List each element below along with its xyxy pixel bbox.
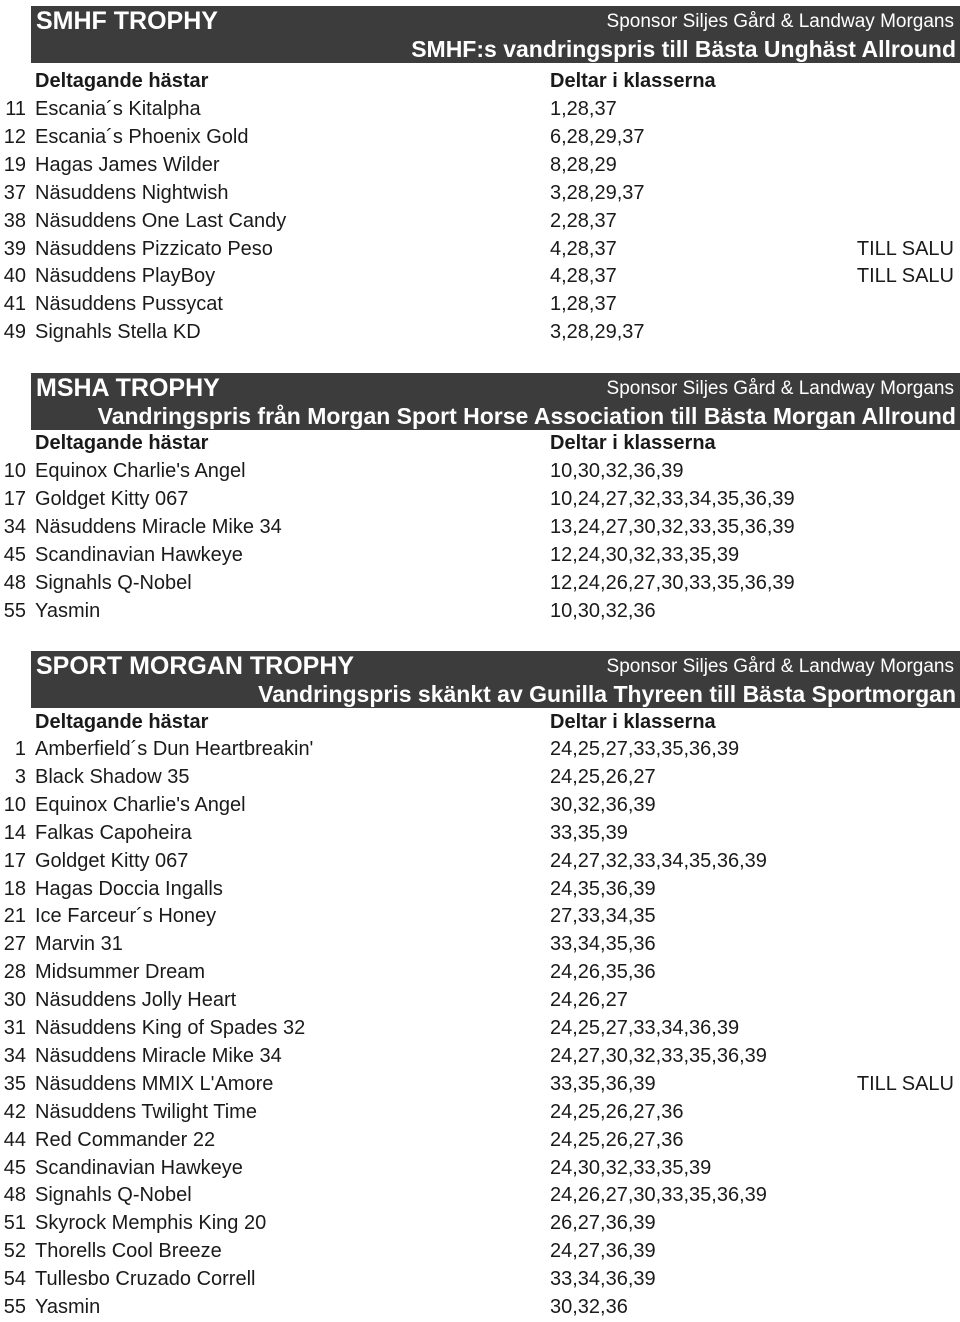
horse-classes: 30,32,36 bbox=[550, 1296, 628, 1318]
horse-classes: 33,35,36,39 bbox=[550, 1072, 656, 1095]
horse-classes: 24,25,26,27,36 bbox=[550, 1128, 684, 1151]
horse-name: Signahls Stella KD bbox=[35, 321, 201, 344]
table-row bbox=[0, 541, 960, 569]
horse-classes: 24,26,35,36 bbox=[550, 961, 656, 984]
horse-number: 3 bbox=[14, 765, 26, 788]
section-header bbox=[31, 651, 960, 708]
horse-name: Näsuddens Nightwish bbox=[35, 181, 229, 204]
table-row bbox=[0, 847, 960, 875]
section-sponsor: Sponsor Siljes Gård & Landway Morgans bbox=[606, 11, 954, 32]
horse-classes: 26,27,36,39 bbox=[550, 1212, 656, 1235]
horse-classes: 3,28,29,37 bbox=[550, 181, 645, 204]
horse-name: Midsummer Dream bbox=[35, 961, 206, 984]
horse-number: 10 bbox=[3, 460, 26, 482]
section-title: MSHA TROPHY bbox=[36, 374, 220, 402]
table-row bbox=[0, 569, 960, 597]
table-row bbox=[0, 735, 960, 763]
horse-name: Yasmin bbox=[35, 599, 101, 622]
horse-name: Hagas James Wilder bbox=[35, 153, 220, 176]
table-row bbox=[0, 1209, 960, 1237]
table-row bbox=[0, 902, 960, 930]
horse-number: 12 bbox=[3, 125, 26, 148]
horse-number: 37 bbox=[3, 181, 26, 204]
section-title: SMHF TROPHY bbox=[36, 7, 218, 35]
horse-number: 21 bbox=[3, 905, 26, 928]
horse-number: 45 bbox=[3, 543, 26, 566]
horse-classes: 24,27,32,33,34,35,36,39 bbox=[550, 849, 767, 872]
horse-name: Näsuddens Twilight Time bbox=[35, 1100, 257, 1123]
section-subtitle: SMHF:s vandringspris till Bästa Unghäst Allround bbox=[411, 36, 956, 62]
horse-number: 49 bbox=[3, 321, 26, 344]
table-row bbox=[0, 819, 960, 847]
horse-name: Escania´s Phoenix Gold bbox=[35, 125, 249, 148]
horse-name: Signahls Q-Nobel bbox=[35, 1184, 192, 1207]
table-row bbox=[0, 1042, 960, 1070]
horse-number: 11 bbox=[5, 98, 26, 120]
horse-classes: 4,28,37 bbox=[550, 265, 617, 288]
horse-name: Scandinavian Hawkeye bbox=[35, 1156, 243, 1179]
horse-classes: 24,25,26,27 bbox=[550, 765, 656, 788]
horse-name: Thorells Cool Breeze bbox=[35, 1240, 222, 1263]
for-sale-label: TILL SALU bbox=[856, 265, 954, 288]
horse-number: 28 bbox=[3, 961, 26, 984]
horse-classes: 24,26,27 bbox=[550, 989, 628, 1012]
column-headers bbox=[0, 67, 960, 95]
table-row bbox=[0, 290, 960, 318]
table-row bbox=[0, 791, 960, 819]
horse-name: Näsuddens Jolly Heart bbox=[35, 989, 237, 1012]
horse-classes: 12,24,26,27,30,33,35,36,39 bbox=[550, 571, 795, 594]
horse-number: 38 bbox=[3, 209, 26, 232]
horse-name: Ice Farceur´s Honey bbox=[35, 905, 217, 928]
horse-number: 48 bbox=[3, 571, 26, 594]
horse-classes: 10,24,27,32,33,34,35,36,39 bbox=[550, 487, 795, 510]
horse-number: 30 bbox=[3, 989, 26, 1012]
horse-name: Signahls Q-Nobel bbox=[35, 571, 192, 594]
horse-name: Equinox Charlie's Angel bbox=[35, 460, 246, 482]
horse-number: 42 bbox=[3, 1100, 26, 1123]
section-subtitle: Vandringspris skänkt av Gunilla Thyreen till Bästa Sportmorgan bbox=[258, 681, 956, 707]
horse-name: Goldget Kitty 067 bbox=[35, 849, 189, 872]
horse-classes: 1,28,37 bbox=[550, 293, 617, 316]
table-row bbox=[0, 1126, 960, 1154]
table-row bbox=[0, 151, 960, 179]
section-subtitle: Vandringspris från Morgan Sport Horse Association till Bästa Morgan Allround bbox=[97, 403, 956, 429]
table-row bbox=[0, 457, 960, 485]
horse-name: Näsuddens Miracle Mike 34 bbox=[35, 515, 282, 538]
horse-number: 51 bbox=[3, 1212, 26, 1235]
horse-classes: 33,34,35,36 bbox=[550, 933, 656, 956]
column-header-classes: Deltar i klasserna bbox=[550, 70, 716, 92]
table-row bbox=[0, 123, 960, 151]
horse-number: 45 bbox=[3, 1156, 26, 1179]
horse-name: Falkas Capoheira bbox=[35, 821, 192, 844]
horse-classes: 24,26,27,30,33,35,36,39 bbox=[550, 1184, 767, 1207]
horse-classes: 24,25,27,33,34,36,39 bbox=[550, 1017, 740, 1039]
horse-name: Näsuddens Miracle Mike 34 bbox=[35, 1044, 282, 1067]
horse-classes: 10,30,32,36 bbox=[550, 599, 656, 622]
column-headers bbox=[0, 708, 960, 736]
table-row bbox=[0, 1154, 960, 1182]
table-row bbox=[0, 485, 960, 513]
table-row bbox=[0, 986, 960, 1014]
horse-classes: 24,25,26,27,36 bbox=[550, 1100, 684, 1123]
section-header bbox=[31, 6, 960, 63]
horse-classes: 3,28,29,37 bbox=[550, 321, 645, 344]
horse-number: 40 bbox=[3, 265, 26, 288]
horse-number: 52 bbox=[3, 1240, 26, 1263]
table-row bbox=[0, 1265, 960, 1293]
horse-number: 34 bbox=[3, 515, 26, 538]
table-row bbox=[0, 262, 960, 290]
horse-name: Näsuddens King of Spades 32 bbox=[35, 1017, 306, 1039]
horse-classes: 24,35,36,39 bbox=[550, 877, 656, 900]
horse-number: 17 bbox=[3, 849, 26, 872]
horse-classes: 4,28,37 bbox=[550, 237, 617, 260]
horse-name: Escania´s Kitalpha bbox=[35, 98, 201, 120]
horse-classes: 24,27,36,39 bbox=[550, 1240, 656, 1263]
table-row bbox=[0, 179, 960, 207]
horse-classes: 1,28,37 bbox=[550, 98, 617, 120]
horse-classes: 6,28,29,37 bbox=[550, 125, 645, 148]
horse-name: Näsuddens Pussycat bbox=[35, 293, 223, 316]
horse-name: Yasmin bbox=[35, 1296, 101, 1318]
horse-classes: 13,24,27,30,32,33,35,36,39 bbox=[550, 515, 795, 538]
horse-number: 35 bbox=[3, 1072, 26, 1095]
horse-number: 19 bbox=[3, 153, 26, 176]
horse-classes: 8,28,29 bbox=[550, 153, 617, 176]
horse-number: 18 bbox=[3, 877, 26, 900]
horse-name: Amberfield´s Dun Heartbreakin' bbox=[35, 738, 314, 760]
horse-number: 1 bbox=[14, 738, 26, 760]
section-header bbox=[31, 373, 960, 430]
horse-number: 39 bbox=[3, 237, 26, 260]
table-row bbox=[0, 1014, 960, 1042]
horse-classes: 10,30,32,36,39 bbox=[550, 460, 684, 482]
table-row bbox=[0, 1070, 960, 1098]
horse-classes: 27,33,34,35 bbox=[550, 905, 656, 928]
table-row bbox=[0, 875, 960, 903]
table-row bbox=[0, 763, 960, 791]
for-sale-label: TILL SALU bbox=[856, 237, 954, 260]
table-row bbox=[0, 513, 960, 541]
table-row bbox=[0, 1181, 960, 1209]
horse-number: 31 bbox=[3, 1017, 26, 1039]
table-row bbox=[0, 1237, 960, 1265]
column-headers bbox=[0, 429, 960, 457]
horse-name: Black Shadow 35 bbox=[35, 765, 190, 788]
horse-name: Tullesbo Cruzado Correll bbox=[35, 1268, 256, 1291]
horse-name: Equinox Charlie's Angel bbox=[35, 793, 246, 816]
table-row bbox=[0, 95, 960, 123]
horse-classes: 12,24,30,32,33,35,39 bbox=[550, 543, 740, 566]
horse-number: 54 bbox=[3, 1268, 26, 1291]
horse-number: 48 bbox=[3, 1184, 26, 1207]
horse-name: Skyrock Memphis King 20 bbox=[35, 1212, 267, 1235]
table-row bbox=[0, 597, 960, 625]
horse-number: 41 bbox=[3, 293, 26, 316]
horse-name: Hagas Doccia Ingalls bbox=[35, 877, 223, 900]
table-row bbox=[0, 207, 960, 235]
table-row bbox=[0, 930, 960, 958]
horse-number: 34 bbox=[3, 1044, 26, 1067]
horse-name: Näsuddens One Last Candy bbox=[35, 209, 287, 232]
horse-classes: 24,25,27,33,35,36,39 bbox=[550, 738, 740, 760]
horse-number: 27 bbox=[3, 933, 26, 956]
horse-name: Näsuddens Pizzicato Peso bbox=[35, 237, 273, 260]
table-row bbox=[0, 235, 960, 263]
horse-name: Näsuddens MMIX L'Amore bbox=[35, 1072, 274, 1095]
horse-classes: 24,30,32,33,35,39 bbox=[550, 1156, 712, 1179]
horse-classes: 24,27,30,32,33,35,36,39 bbox=[550, 1044, 767, 1067]
horse-number: 14 bbox=[3, 821, 26, 844]
column-header-horses: Deltagande hästar bbox=[35, 711, 209, 733]
horse-number: 55 bbox=[3, 1296, 26, 1318]
horse-number: 44 bbox=[3, 1128, 26, 1151]
horse-name: Red Commander 22 bbox=[35, 1128, 216, 1151]
section-sponsor: Sponsor Siljes Gård & Landway Morgans bbox=[606, 656, 954, 677]
column-header-classes: Deltar i klasserna bbox=[550, 711, 716, 733]
column-header-horses: Deltagande hästar bbox=[35, 70, 209, 92]
horse-classes: 33,35,39 bbox=[550, 821, 628, 844]
column-header-horses: Deltagande hästar bbox=[35, 432, 209, 454]
horse-classes: 2,28,37 bbox=[550, 209, 617, 232]
horse-number: 55 bbox=[3, 599, 26, 622]
horse-name: Marvin 31 bbox=[35, 933, 123, 956]
section-title: SPORT MORGAN TROPHY bbox=[36, 652, 355, 680]
section-sponsor: Sponsor Siljes Gård & Landway Morgans bbox=[606, 378, 954, 399]
horse-name: Scandinavian Hawkeye bbox=[35, 543, 243, 566]
table-row bbox=[0, 318, 960, 346]
table-row bbox=[0, 958, 960, 986]
table-row bbox=[0, 1098, 960, 1126]
horse-name: Goldget Kitty 067 bbox=[35, 487, 189, 510]
horse-classes: 30,32,36,39 bbox=[550, 793, 656, 816]
column-header-classes: Deltar i klasserna bbox=[550, 432, 716, 454]
for-sale-label: TILL SALU bbox=[856, 1072, 954, 1095]
table-row bbox=[0, 1293, 960, 1321]
horse-number: 17 bbox=[3, 487, 26, 510]
horse-number: 10 bbox=[3, 793, 26, 816]
horse-classes: 33,34,36,39 bbox=[550, 1268, 656, 1291]
horse-name: Näsuddens PlayBoy bbox=[35, 265, 216, 288]
